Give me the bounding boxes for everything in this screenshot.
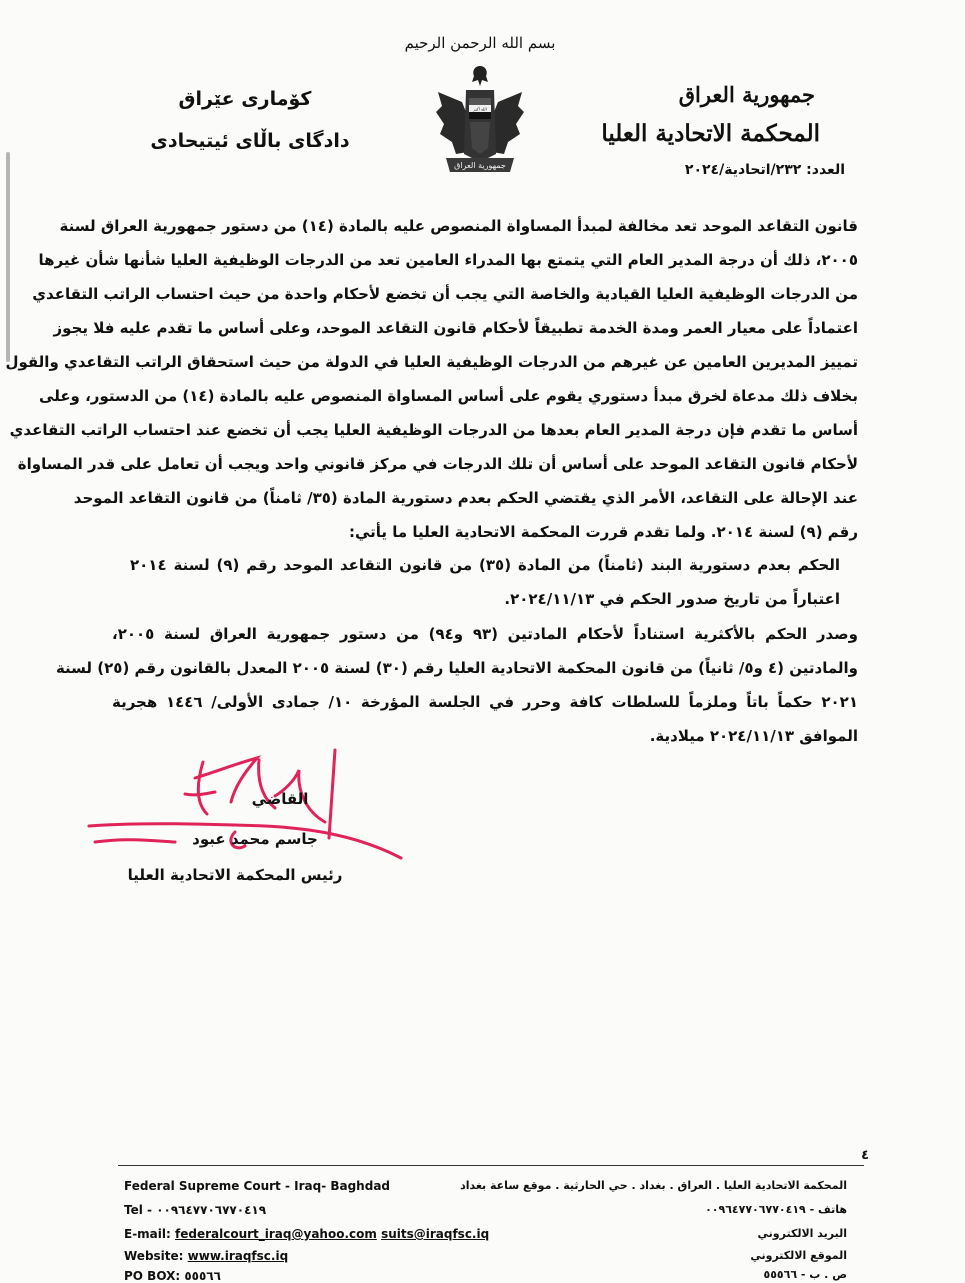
text-line: لأحكام قانون التقاعد الموحد على أساس أن تلك الدرجات في مركز قانوني واحد ويجب أن تعامل على قدر المساواة [17, 455, 858, 473]
text-line: اعتباراً من تاريخ صدور الحكم في ٢٠٢٤/١١/١٣. [504, 590, 840, 608]
footer-email-row [124, 1227, 489, 1241]
text-line: قانون التقاعد الموحد تعد مخالفة لمبدأ المساواة المنصوص عليه بالمادة (١٤) من دستور جمهورية العراق لسنة [59, 217, 858, 235]
text-line: أساس ما تقدم فإن درجة المدير العام بعدها من الدرجات الوظيفية العليا يجب أن تخضع عند احتساب الراتب التقاعدي [9, 421, 858, 439]
iraq-emblem-icon [432, 62, 528, 180]
text-line: من الدرجات الوظيفية العليا القيادية والخاصة التي يجب أن تخضع لأحكام واحدة من حيث احتساب الراتب التقاعدي [32, 285, 858, 303]
header-country-kurdish: كۆماری عێراق [178, 88, 312, 110]
header-court-kurdish: دادگای باڵای ئیتیحادی [150, 130, 350, 152]
ruling-text [130, 548, 840, 616]
basmala: بسم الله الرحمن الرحيم [404, 34, 556, 52]
footer-website-label-ar: الموقع الالكتروني [750, 1249, 847, 1262]
text-line: عند الإحالة على التقاعد، الأمر الذي يقتضي الحكم بعدم دستورية المادة (٣٥/ ثامناً) من قانون التقاعد الموحد [73, 489, 858, 507]
text-line: الحكم بعدم دستورية البند (ثامناً) من المادة (٣٥) من قانون التقاعد الموحد رقم (٩) لسنة ٢٠١٤ [130, 556, 840, 574]
footer-website-label: Website: [124, 1249, 184, 1263]
footer-email-label-ar: البريد الالكتروني [757, 1227, 847, 1240]
text-line: وصدر الحكم بالأكثرية استناداً لأحكام المادتين (٩٣ و٩٤) من دستور جمهورية العراق لسنة ٢٠٠٥، [112, 625, 858, 643]
header-court: المحكمة الاتحادية العليا [601, 120, 820, 147]
footer-tel: Tel - ٠٠٩٦٤٧٧٠٦٧٧٠٤١٩ [124, 1203, 267, 1217]
footer-website-row [124, 1249, 288, 1263]
header-country: جمهورية العراق [678, 82, 815, 107]
footer-email-link-2[interactable]: suits@iraqfsc.iq [381, 1227, 490, 1241]
signature-title: القاضي [251, 790, 309, 808]
page-number: ٤ [861, 1148, 869, 1163]
footer-pobox: PO BOX: ٥٥٥٦٦ [124, 1269, 221, 1283]
text-line: والمادتين (٤ و٥/ ثانياً) من قانون المحكمة الاتحادية العليا رقم (٣٠) لسنة ٢٠٠٥ المعدل بالقانون رقم (٢٥) لسنة [55, 659, 858, 677]
footer-divider [118, 1165, 864, 1166]
text-line: ٢٠٢١ حكماً باتاً وملزماً للسلطات كافة وحرر في الجلسة المؤرخة ١٠/ جمادى الأولى/ ١٤٤٦ هجرية [112, 693, 858, 711]
paragraph-issuance [55, 617, 858, 753]
footer-email-link-1[interactable]: federalcourt_iraq@yahoo.com [175, 1227, 377, 1241]
text-line: بخلاف ذلك مدعاة لخرق مبدأ دستوري يقوم على أساس المساواة المنصوص عليه بالمادة (١٤) من الدستور، وعلى [39, 387, 858, 405]
footer-phone: هاتف - ٠٠٩٦٤٧٧٠٦٧٧٠٤١٩ [705, 1203, 847, 1216]
emblem-banner-text: جمهورية العراق [454, 161, 506, 170]
text-line: اعتماداً على معيار العمر ومدة الخدمة تطبيقاً لأحكام قانون التقاعد الموحد، وعلى أساس ما تقدم عليه فلا يجوز [53, 319, 858, 337]
text-line: رقم (٩) لسنة ٢٠١٤. ولما تقدم قررت المحكمة الاتحادية العليا ما يأتي: [348, 523, 858, 541]
signature-position: رئيس المحكمة الاتحادية العليا [127, 866, 343, 884]
text-line: الموافق ٢٠٢٤/١١/١٣ ميلادية. [649, 727, 858, 745]
footer-email-label: E-mail: [124, 1227, 171, 1241]
signature-name: جاسم محمد عبود [192, 830, 318, 848]
text-line: ٢٠٠٥، ذلك أن درجة المدير العام التي يتمتع بها المدراء العامين تعد من الدرجات الوظيفية العليا شأنها شأن غيرها [38, 251, 858, 269]
footer-website-link[interactable]: www.iraqfsc.iq [187, 1249, 289, 1263]
emblem-flag-text: الله أكبر [473, 106, 487, 112]
footer-court-name: Federal Supreme Court - Iraq- Baghdad [124, 1179, 391, 1193]
footer-address: المحكمة الاتحادية العليا . العراق . بغداد . حي الحارثية . موقع ساعة بغداد [460, 1179, 847, 1192]
paragraph-reasoning [5, 209, 858, 549]
text-line: تمييز المديرين العامين عن غيرهم من الدرجات الوظيفية العليا في الدولة من حيث استحقاق الراتب التقاعدي والقول [5, 353, 858, 371]
scrollbar[interactable] [6, 152, 10, 362]
footer-pobox-ar: ص . ب - ٥٥٥٦٦ [763, 1268, 847, 1281]
reference-number: العدد: ٢٣٢/اتحادية/٢٠٢٤ [684, 162, 845, 178]
